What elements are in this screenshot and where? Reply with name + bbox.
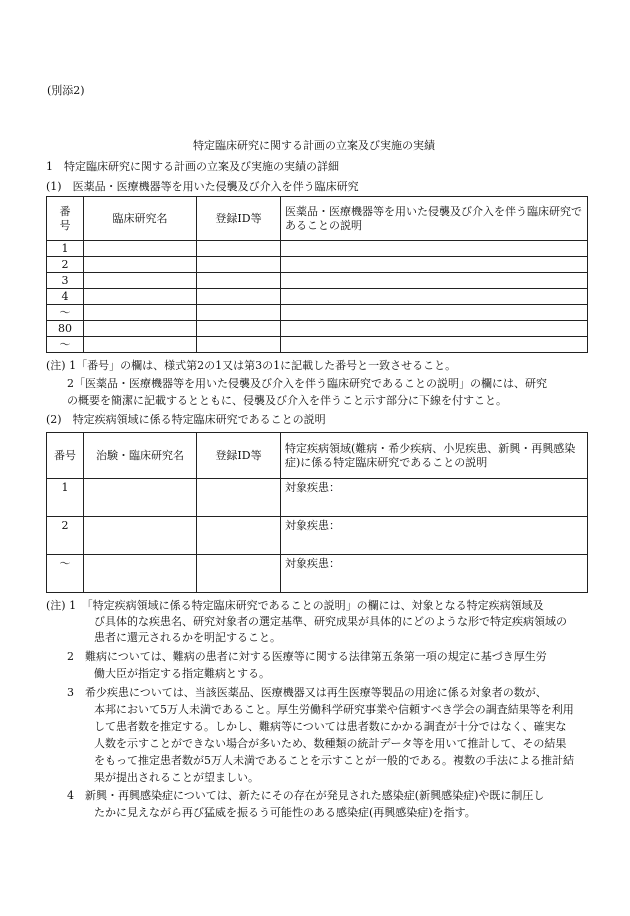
note1-line: の概要を簡潔に記載するとともに、侵襲及び介入を伴うこと示す部分に下線を付すこと。 — [67, 394, 507, 407]
cell — [84, 305, 197, 321]
cell — [84, 337, 197, 353]
table-header-row — [47, 197, 588, 241]
row-number: 1 — [47, 241, 84, 257]
cell — [84, 289, 197, 305]
page-title: 特定臨床研究に関する計画の立案及び実施の実績 — [193, 139, 435, 152]
row-number: 2 — [47, 517, 84, 555]
note1-line: (注) 1「番号」の欄は、様式第2の1又は第3の1に記載した番号と一致させること。 — [46, 359, 457, 372]
cell — [281, 289, 588, 305]
note2-line: 働大臣が指定する指定難病とする。 — [94, 667, 270, 680]
cell — [281, 305, 588, 321]
cell — [281, 273, 588, 289]
row-number: 3 — [47, 273, 84, 289]
table-row — [47, 289, 588, 305]
table-header-row — [47, 433, 588, 479]
note2-line: たかに見えながら再び猛威を振るう可能性のある感染症(再興感染症)を指す。 — [94, 806, 476, 819]
table-row — [47, 479, 588, 517]
cell — [281, 337, 588, 353]
note2-line: び具体的な疾患名、研究対象者の選定基準、研究成果が具体的にどのような形で特定疾病領域の — [94, 615, 567, 628]
cell — [84, 321, 197, 337]
note2-line: 本邦において5万人未満であること。厚生労働科学研究事業や信頼すべき学会の調査結果等を利用 — [94, 703, 574, 716]
row-number: 80 — [47, 321, 84, 337]
clinical-research-table — [46, 196, 588, 353]
cell — [197, 257, 281, 273]
note2-line: (注) 1 「特定疾病領域に係る特定臨床研究であることの説明」の欄には、対象となる特定疾病領域及 — [46, 599, 544, 612]
table-row — [47, 321, 588, 337]
row-number: 1 — [47, 479, 84, 517]
note1-line: 2「医薬品・医療機器等を用いた侵襲及び介入を伴う臨床研究であることの説明」の欄には、研究 — [67, 377, 547, 390]
cell — [197, 337, 281, 353]
specified-disease-table — [46, 432, 588, 593]
header-description: 医薬品・医療機器等を用いた侵襲及び介入を伴う臨床研究であることの説明 — [281, 197, 588, 241]
table-row — [47, 517, 588, 555]
header-registration-id: 登録ID等 — [197, 433, 281, 479]
header-number: 番 号 — [47, 197, 84, 241]
header-number: 番号 — [47, 433, 84, 479]
note2-line: 2 難病については、難病の患者に対する医療等に関する法律第五条第一項の規定に基づき厚生労 — [67, 650, 547, 663]
header-trial-name: 治験・臨床研究名 — [84, 433, 197, 479]
cell — [281, 321, 588, 337]
cell — [197, 479, 281, 517]
row-number: ～ — [47, 337, 84, 353]
table-row — [47, 257, 588, 273]
row-number: 2 — [47, 257, 84, 273]
note2-line: 4 新興・再興感染症については、新たにその存在が発見された感染症(新興感染症)や既に制圧し — [67, 789, 545, 802]
cell — [84, 241, 197, 257]
table-row — [47, 241, 588, 257]
cell — [197, 273, 281, 289]
note2-line: 果が提出されることが望ましい。 — [94, 771, 259, 784]
cell — [84, 257, 197, 273]
note2-line: して患者数を推定する。しかし、難病等については患者数にかかる調査が十分ではなく、確実な — [94, 720, 567, 733]
cell — [197, 241, 281, 257]
header-description: 特定疾病領域(難病・希少疾病、小児疾患、新興・再興感染症)に係る特定臨床研究であることの説明 — [281, 433, 588, 479]
target-disease-cell: 対象疾患： — [281, 479, 588, 517]
note2-line: 3 希少疾患については、当該医薬品、医療機器又は再生医療等製品の用途に係る対象者の数が、 — [67, 686, 547, 699]
header-study-name: 臨床研究名 — [84, 197, 197, 241]
target-disease-cell: 対象疾患： — [281, 517, 588, 555]
note2-line: 人数を示すことができない場合が多いため、数種類の統計データ等を用いて推計して、その結果 — [94, 737, 567, 750]
header-registration-id: 登録ID等 — [197, 197, 281, 241]
subsection-heading-2: (2) 特定疾病領域に係る特定臨床研究であることの説明 — [46, 413, 326, 426]
subsection-heading-1: (1) 医薬品・医療機器等を用いた侵襲及び介入を伴う臨床研究 — [46, 180, 359, 193]
cell — [84, 273, 197, 289]
row-number: ～ — [47, 555, 84, 593]
row-number: 4 — [47, 289, 84, 305]
cell — [197, 305, 281, 321]
cell — [197, 289, 281, 305]
row-number: ～ — [47, 305, 84, 321]
note2-line: をもって推定患者数が5万人未満であることを示すことが一般的である。複数の手法による推計結 — [94, 754, 574, 767]
target-disease-cell: 対象疾患： — [281, 555, 588, 593]
cell — [84, 479, 197, 517]
cell — [281, 257, 588, 273]
section-heading: 1 特定臨床研究に関する計画の立案及び実施の実績の詳細 — [46, 160, 339, 173]
cell — [197, 555, 281, 593]
table-row — [47, 273, 588, 289]
table-row — [47, 555, 588, 593]
cell — [84, 555, 197, 593]
cell — [281, 241, 588, 257]
note2-line: 患者に還元されるかを明記すること。 — [94, 631, 281, 644]
attachment-label: (別添2) — [47, 84, 85, 97]
table-row — [47, 337, 588, 353]
cell — [84, 517, 197, 555]
cell — [197, 321, 281, 337]
table-row — [47, 305, 588, 321]
cell — [197, 517, 281, 555]
